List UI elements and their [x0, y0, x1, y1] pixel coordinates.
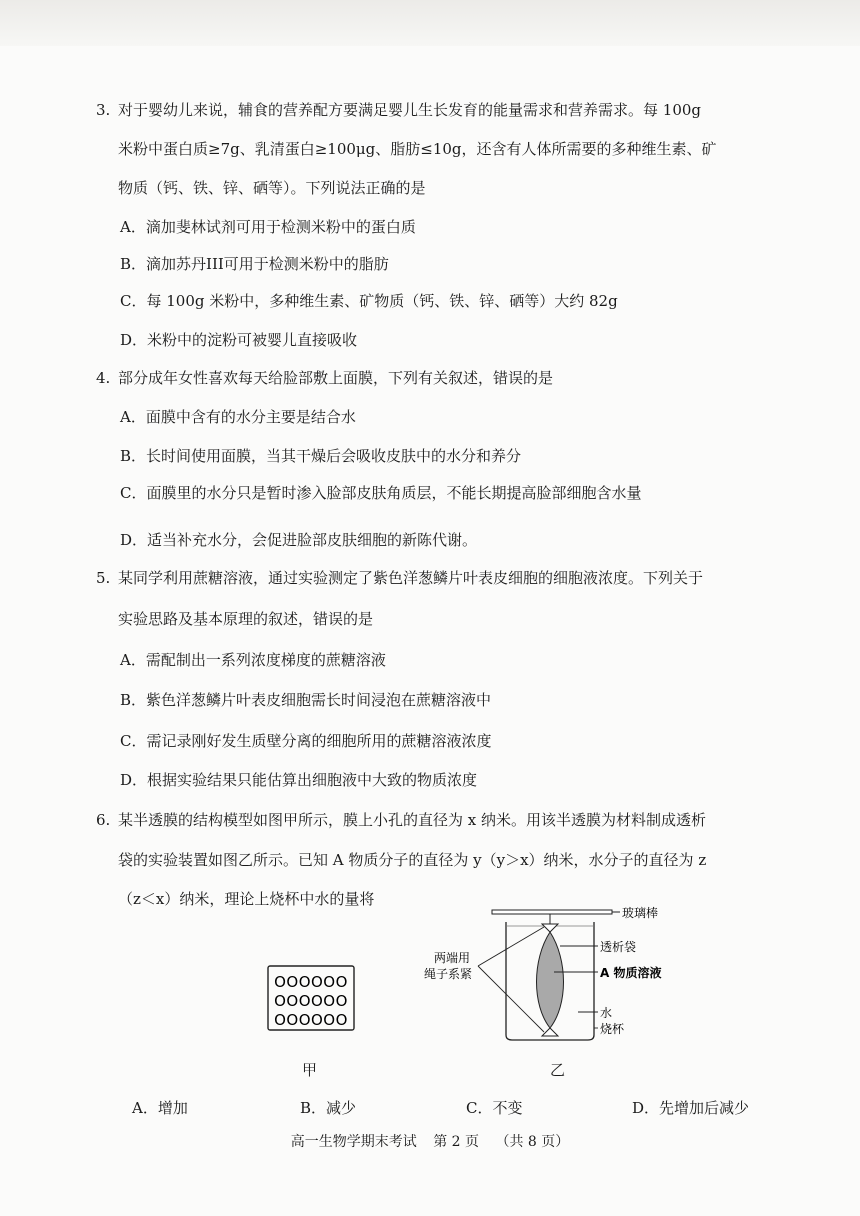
footer-page-number: 第 2 页: [433, 1134, 479, 1150]
q5-option-c: C．需记录刚好发生质壁分离的细胞所用的蔗糖溶液浓度: [120, 732, 492, 750]
q5-option-d: D．根据实验结果只能估算出细胞液中大致的物质浓度: [120, 771, 478, 789]
label-dialysis-bag: 透析袋: [600, 940, 637, 954]
q6-stem-line-2: 袋的实验装置如图乙所示。已知 A 物质分子的直径为 y（y＞x）纳米，水分子的直径为 z: [118, 851, 707, 869]
figure-caption-jia: 甲: [302, 1061, 318, 1079]
q3-option-b: B．滴加苏丹III可用于检测米粉中的脂肪: [120, 255, 389, 273]
q6-option-c: C．不变: [466, 1099, 523, 1117]
q5-number: 5.: [96, 569, 111, 587]
q5-option-a: A．需配制出一系列浓度梯度的蔗糖溶液: [120, 651, 386, 669]
q4-number: 4.: [96, 369, 111, 387]
footer-total-pages: （共 8 页）: [495, 1134, 570, 1150]
label-beaker: 烧杯: [600, 1022, 625, 1036]
page-footer: [0, 1132, 860, 1152]
figure-caption-yi: 乙: [550, 1061, 566, 1079]
q3-stem-line-2: 米粉中蛋白质≥7g、乳清蛋白≥100μg、脂肪≤10g，还含有人体所需要的多种维生素、矿: [118, 140, 717, 158]
q3-option-d: D．米粉中的淀粉可被婴儿直接吸收: [120, 331, 358, 349]
label-solution-a: A 物质溶液: [600, 966, 662, 980]
q4-option-b: B．长时间使用面膜，当其干燥后会吸收皮肤中的水分和养分: [120, 447, 522, 465]
dialysis-bag: [537, 932, 564, 1028]
glass-rod: [492, 910, 612, 914]
q3-stem-line-3: 物质（钙、铁、锌、硒等）。下列说法正确的是: [118, 179, 426, 197]
q3-option-a: A．滴加斐林试剂可用于检测米粉中的蛋白质: [120, 218, 416, 236]
label-water: 水: [600, 1006, 613, 1020]
q4-option-d: D．适当补充水分，会促进脸部皮肤细胞的新陈代谢。: [120, 531, 478, 549]
q4-stem-line-1: 部分成年女性喜欢每天给脸部敷上面膜，下列有关叙述，错误的是: [118, 369, 554, 387]
label-tie-line-2: 绳子系紧: [424, 967, 473, 981]
q3-option-c: C．每 100g 米粉中，多种维生素、矿物质（钙、铁、锌、硒等）大约 82g: [120, 292, 618, 310]
q5-option-b: B．紫色洋葱鳞片叶表皮细胞需长时间浸泡在蔗糖溶液中: [120, 691, 492, 709]
footer-course: 高一生物学期末考试: [290, 1134, 417, 1150]
q5-stem-line-2: 实验思路及基本原理的叙述，错误的是: [118, 610, 374, 628]
membrane-model-figure: [262, 962, 362, 1034]
q6-option-d: D．先增加后减少: [632, 1099, 750, 1117]
membrane-pores-row-1: OOOOOO: [274, 973, 348, 991]
label-glass-rod: 玻璃棒: [622, 906, 659, 920]
q6-option-b: B．减少: [300, 1099, 357, 1117]
q6-number: 6.: [96, 811, 111, 829]
q6-stem-line-3: （z＜x）纳米，理论上烧杯中水的量将: [118, 890, 375, 908]
bottom-tie-knot: [542, 1028, 558, 1036]
q6-option-a: A．增加: [132, 1099, 188, 1117]
q6-stem-line-1: 某半透膜的结构模型如图甲所示，膜上小孔的直径为 x 纳米。用该半透膜为材料制成透析: [118, 811, 706, 829]
top-tie-knot: [542, 924, 558, 932]
membrane-pores-row-2: OOOOOO: [274, 992, 348, 1010]
q3-number: 3.: [96, 101, 111, 119]
dialysis-apparatus-figure: [420, 900, 700, 1045]
label-tie-line-1: 两端用: [434, 951, 471, 965]
q4-option-a: A．面膜中含有的水分主要是结合水: [120, 408, 356, 426]
q5-stem-line-1: 某同学利用蔗糖溶液，通过实验测定了紫色洋葱鳞片叶表皮细胞的细胞液浓度。下列关于: [118, 569, 704, 587]
q4-option-c: C．面膜里的水分只是暂时渗入脸部皮肤角质层，不能长期提高脸部细胞含水量: [120, 484, 642, 502]
q3-stem-line-1: 对于婴幼儿来说，辅食的营养配方要满足婴儿生长发育的能量需求和营养需求。每 100g: [118, 101, 702, 119]
membrane-pores-row-3: OOOOOO: [274, 1011, 348, 1029]
scan-shadow: [0, 0, 860, 46]
